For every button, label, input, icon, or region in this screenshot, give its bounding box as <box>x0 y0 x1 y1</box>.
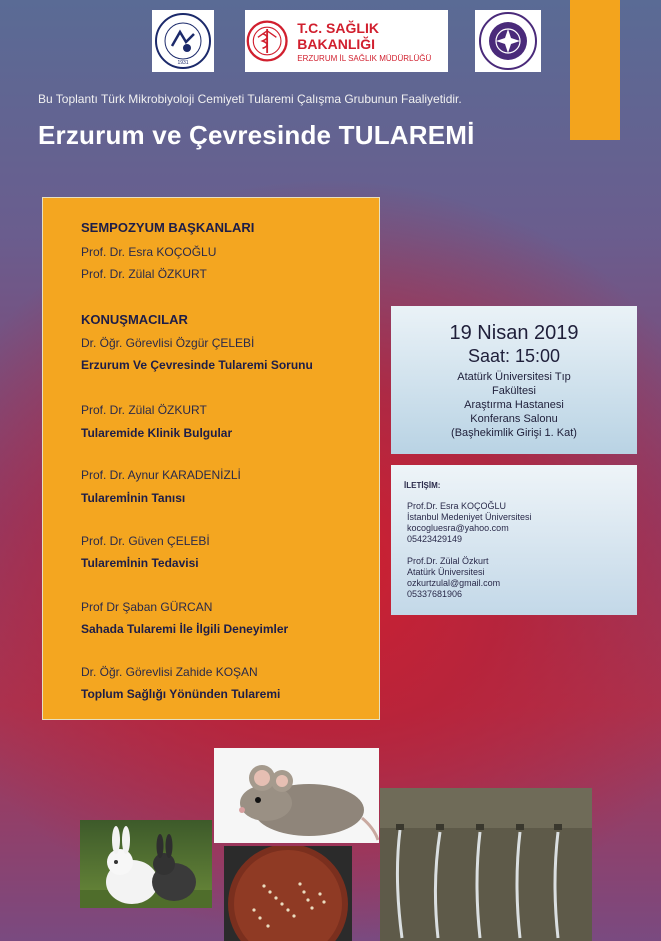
speaker-name: Prof. Dr. Zülal ÖZKURT <box>81 403 207 417</box>
petri-dish-image <box>224 846 352 941</box>
talk-topic: Erzurum Ve Çevresinde Tularemi Sorunu <box>81 358 313 372</box>
chair-name: Prof. Dr. Zülal ÖZKURT <box>81 267 207 281</box>
contact-person-1 <box>407 501 532 545</box>
event-time: Saat: 15:00 <box>467 346 561 366</box>
chairs-heading: SEMPOZYUM BAŞKANLARI <box>81 220 255 235</box>
venue-line: Konferans Salonu <box>470 413 558 425</box>
fountain-photo <box>380 788 592 941</box>
contact-phone[interactable]: 05337681906 <box>407 589 463 599</box>
organizer-note: Bu Toplantı Türk Mikrobiyoloji Cemiyeti Tularemi Çalışma Grubunun Faaliyetidir. <box>38 92 462 106</box>
event-date-box <box>391 306 637 454</box>
svg-text:1931: 1931 <box>177 60 189 66</box>
venue-line: Araştırma Hastanesi <box>464 399 564 411</box>
speaker-name: Dr. Öğr. Görevlisi Zahide KOŞAN <box>81 665 258 679</box>
chair-name: Prof. Dr. Esra KOÇOĞLU <box>81 245 217 259</box>
contact-person-2 <box>407 556 500 600</box>
talk-topic: Tularemİnin Tanısı <box>81 491 186 505</box>
contact-phone[interactable]: 05423429149 <box>407 534 463 544</box>
mouse-image <box>214 748 379 843</box>
contact-name: Prof.Dr. Esra KOÇOĞLU <box>407 501 507 511</box>
event-date: 19 Nisan 2019 <box>449 322 579 344</box>
speaker-name: Prof Dr Şaban GÜRCAN <box>81 600 213 614</box>
talk-topic: Toplum Sağlığı Yönünden Tularemi <box>81 687 281 701</box>
contact-label: İLETİŞİM: <box>404 481 441 490</box>
mikrobiyoloji-seal-icon <box>154 12 212 70</box>
speaker-name: Dr. Öğr. Görevlisi Özgür ÇELEBİ <box>81 336 255 350</box>
program-panel <box>42 197 380 720</box>
contact-email[interactable]: kocogluesra@yahoo.com <box>407 523 509 533</box>
contact-institution: İstanbul Medeniyet Üniversitesi <box>407 512 532 522</box>
ministry-title: T.C. SAĞLIK BAKANLIĞI <box>297 19 379 52</box>
venue-line: (Başhekimlik Girişi 1. Kat) <box>451 427 577 439</box>
ministry-emblem-icon <box>245 17 289 65</box>
ministry-subtitle: ERZURUM İL SAĞLIK MÜDÜRLÜĞÜ <box>297 53 432 63</box>
ataturk-universitesi-logo <box>475 10 541 72</box>
speaker-name: Prof. Dr. Aynur KARADENİZLİ <box>81 468 241 482</box>
contact-name: Prof.Dr. Zülal Özkurt <box>407 556 489 566</box>
orange-accent-tab <box>570 0 620 140</box>
rabbits-photo <box>80 820 212 908</box>
venue-line: Atatürk Üniversitesi Tıp <box>457 371 571 383</box>
talk-topic: Tularemide Klinik Bulgular <box>81 426 233 440</box>
rabbits-image <box>80 820 212 908</box>
contact-institution: Atatürk Üniversitesi <box>407 567 485 577</box>
poster-title: Erzurum ve Çevresinde TULAREMİ <box>38 120 475 150</box>
mikrobiyoloji-cemiyeti-logo <box>152 10 214 72</box>
contact-email[interactable]: ozkurtzulal@gmail.com <box>407 578 501 588</box>
speakers-heading: KONUŞMACILAR <box>81 312 188 327</box>
speaker-name: Prof. Dr. Güven ÇELEBİ <box>81 534 210 548</box>
talk-topic: Sahada Tularemi İle İlgili Deneyimler <box>81 622 289 636</box>
stone-fountain-image <box>380 788 592 941</box>
venue-line: Fakültesi <box>491 385 537 397</box>
saglik-bakanligi-logo <box>245 10 448 72</box>
university-seal-icon <box>478 11 538 71</box>
talk-topic: Tularemİnin Tedavisi <box>81 556 199 570</box>
mouse-photo <box>214 748 379 843</box>
culture-dish-photo <box>224 846 352 941</box>
contact-box <box>391 465 637 615</box>
